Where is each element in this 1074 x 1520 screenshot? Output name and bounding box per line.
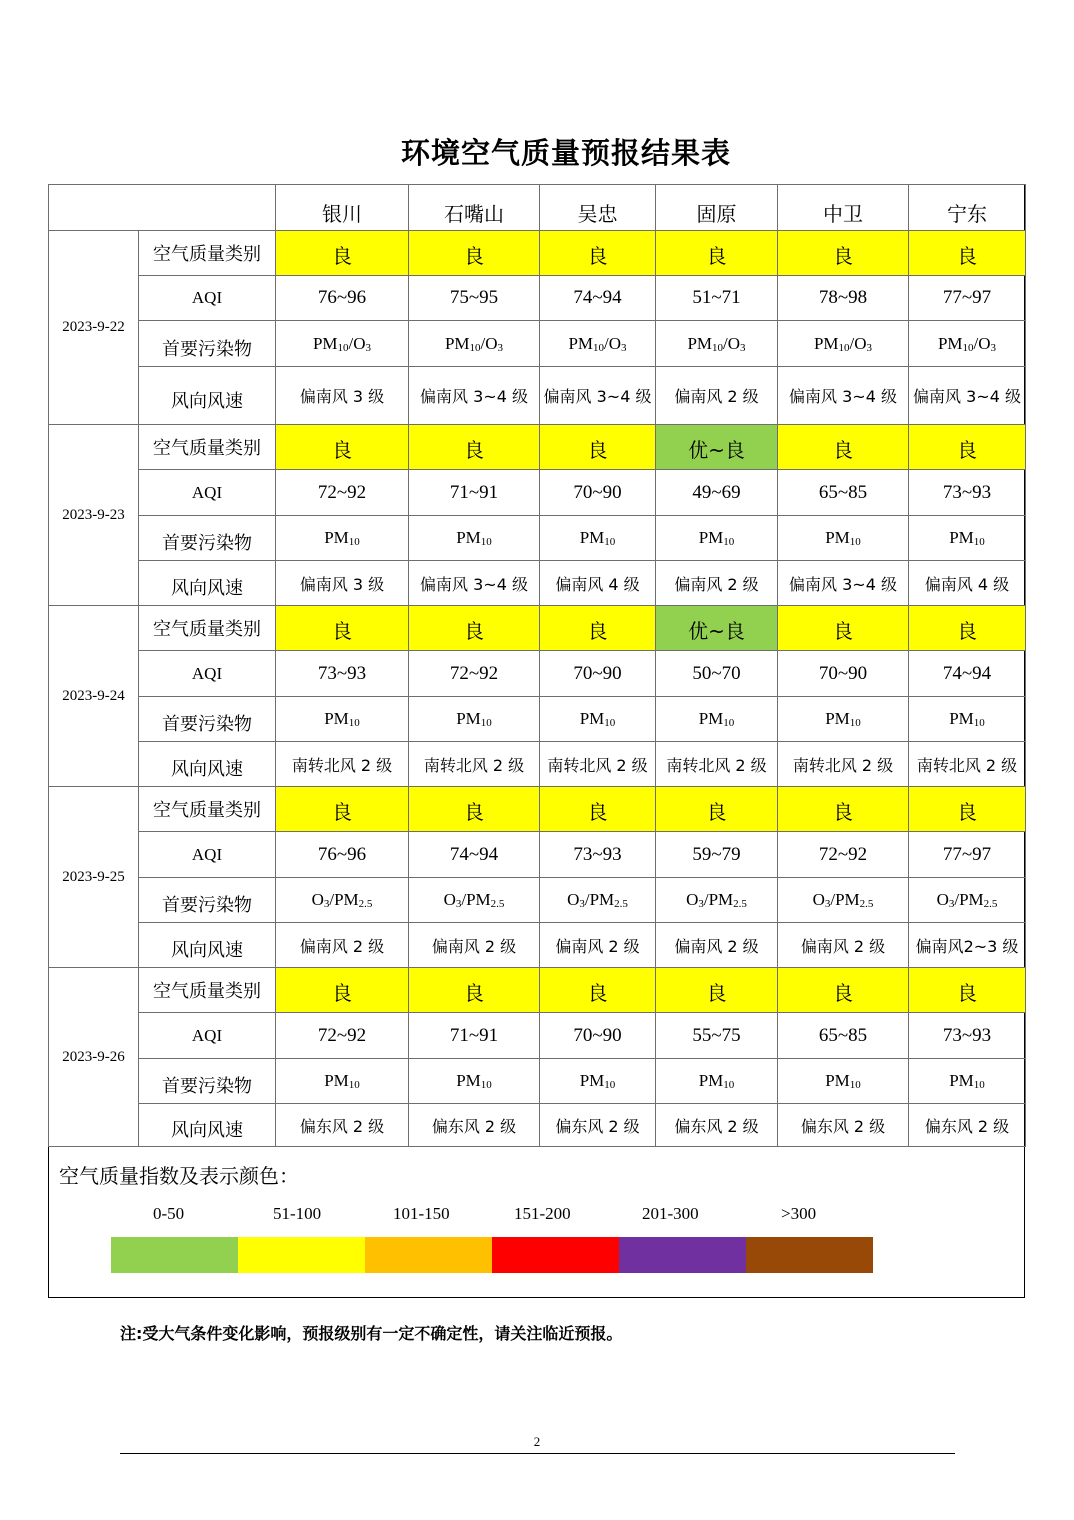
- grade-cell: 良: [909, 425, 1026, 470]
- grade-cell: 优~良: [656, 425, 778, 470]
- aqi-cell: 72~92: [276, 470, 409, 516]
- row-label-wind: 风向风速: [139, 923, 276, 968]
- pollutant-cell: $PM_{10}$: [909, 516, 1026, 561]
- row-label-aqi: AQI: [139, 651, 276, 697]
- wind-cell: 偏东风 2 级: [409, 1104, 540, 1147]
- aqi-cell: 65~85: [778, 470, 909, 516]
- pollutant-cell: $PM_{10}$: [409, 516, 540, 561]
- grade-cell: 良: [909, 231, 1026, 276]
- table-row: [49, 878, 1026, 923]
- table-row: [49, 367, 1026, 425]
- aqi-cell: 74~94: [540, 276, 656, 321]
- wind-cell: 偏南风 2 级: [656, 367, 778, 425]
- aqi-cell: 73~93: [276, 651, 409, 697]
- wind-cell: 南转北风 2 级: [276, 742, 409, 787]
- row-label-grade: 空气质量类别: [139, 231, 276, 276]
- pollutant-cell: $PM_{10}$: [540, 516, 656, 561]
- grade-cell: 良: [656, 968, 778, 1013]
- wind-cell: 偏南风 3~4 级: [909, 367, 1026, 425]
- table-row: [49, 470, 1026, 516]
- grade-cell: 良: [778, 231, 909, 276]
- row-label-wind: 风向风速: [139, 742, 276, 787]
- wind-cell: 偏南风 2 级: [656, 923, 778, 968]
- date-cell: 2023-9-23: [49, 425, 139, 606]
- aqi-cell: 76~96: [276, 832, 409, 878]
- aqi-cell: 65~85: [778, 1013, 909, 1059]
- wind-cell: 南转北风 2 级: [778, 742, 909, 787]
- aqi-cell: 70~90: [540, 1013, 656, 1059]
- grade-cell: 良: [909, 787, 1026, 832]
- wind-cell: 偏南风 3~4 级: [409, 561, 540, 606]
- corner-cell: [49, 185, 276, 231]
- row-label-grade: 空气质量类别: [139, 787, 276, 832]
- footer-divider: [120, 1453, 955, 1454]
- wind-cell: 偏南风 3~4 级: [778, 561, 909, 606]
- aqi-cell: 49~69: [656, 470, 778, 516]
- pollutant-cell: $O_3/PM_{2.5}$: [540, 878, 656, 923]
- legend-swatch: [492, 1237, 619, 1273]
- row-label-grade: 空气质量类别: [139, 606, 276, 651]
- aqi-cell: 70~90: [540, 470, 656, 516]
- pollutant-cell: $PM_{10}$: [778, 1059, 909, 1104]
- aqi-cell: 75~95: [409, 276, 540, 321]
- pollutant-cell: $PM_{10}/O_3$: [656, 321, 778, 367]
- pollutant-cell: $PM_{10}$: [540, 697, 656, 742]
- grade-cell: 良: [409, 606, 540, 651]
- aqi-cell: 73~93: [540, 832, 656, 878]
- grade-cell: 良: [276, 231, 409, 276]
- row-label-pollutant: 首要污染物: [139, 878, 276, 923]
- aqi-cell: 71~91: [409, 470, 540, 516]
- grade-cell: 良: [909, 968, 1026, 1013]
- header-row: [49, 185, 1026, 231]
- wind-cell: 偏南风 3 级: [276, 367, 409, 425]
- grade-cell: 良: [540, 231, 656, 276]
- grade-cell: 良: [778, 606, 909, 651]
- table-row: [49, 1104, 1026, 1147]
- wind-cell: 偏东风 2 级: [778, 1104, 909, 1147]
- legend-range-label: 101-150: [393, 1204, 450, 1223]
- wind-cell: 偏南风 4 级: [540, 561, 656, 606]
- grade-cell: 良: [540, 606, 656, 651]
- date-cell: 2023-9-22: [49, 231, 139, 425]
- aqi-cell: 70~90: [778, 651, 909, 697]
- row-label-grade: 空气质量类别: [139, 968, 276, 1013]
- pollutant-cell: $PM_{10}$: [409, 1059, 540, 1104]
- wind-cell: 偏南风 3~4 级: [409, 367, 540, 425]
- aqi-cell: 72~92: [778, 832, 909, 878]
- table-row: [49, 968, 1026, 1013]
- pollutant-cell: $O_3/PM_{2.5}$: [909, 878, 1026, 923]
- table-row: [49, 742, 1026, 787]
- table-row: [49, 697, 1026, 742]
- legend-swatch: [619, 1237, 746, 1273]
- wind-cell: 偏南风 3 级: [276, 561, 409, 606]
- row-label-pollutant: 首要污染物: [139, 321, 276, 367]
- row-label-grade: 空气质量类别: [139, 425, 276, 470]
- legend-title: 空气质量指数及表示颜色：: [59, 1164, 299, 1188]
- aqi-cell: 72~92: [409, 651, 540, 697]
- table-row: [49, 561, 1026, 606]
- legend-range-label: 201-300: [642, 1204, 699, 1223]
- wind-cell: 偏南风 2 级: [276, 923, 409, 968]
- grade-cell: 良: [409, 787, 540, 832]
- pollutant-cell: $PM_{10}$: [540, 1059, 656, 1104]
- grade-cell: 良: [656, 787, 778, 832]
- table-row: [49, 787, 1026, 832]
- pollutant-cell: $PM_{10}/O_3$: [409, 321, 540, 367]
- grade-cell: 良: [540, 787, 656, 832]
- pollutant-cell: $O_3/PM_{2.5}$: [656, 878, 778, 923]
- grade-cell: 良: [909, 606, 1026, 651]
- pollutant-cell: $O_3/PM_{2.5}$: [409, 878, 540, 923]
- aqi-cell: 70~90: [540, 651, 656, 697]
- wind-cell: 偏东风 2 级: [909, 1104, 1026, 1147]
- table-row: [49, 321, 1026, 367]
- legend-swatch: [238, 1237, 365, 1273]
- city-header: 宁东: [909, 185, 1026, 231]
- wind-cell: 偏南风 4 级: [909, 561, 1026, 606]
- grade-cell: 良: [276, 606, 409, 651]
- table-row: [49, 425, 1026, 470]
- pollutant-cell: $PM_{10}/O_3$: [276, 321, 409, 367]
- city-header: 中卫: [778, 185, 909, 231]
- legend-range-label: >300: [781, 1204, 817, 1223]
- date-cell: 2023-9-26: [49, 968, 139, 1147]
- aqi-cell: 59~79: [656, 832, 778, 878]
- grade-cell: 良: [276, 787, 409, 832]
- disclaimer-note: 注:受大气条件变化影响，预报级别有一定不确定性，请关注临近预报。: [120, 1324, 623, 1343]
- forecast-table: [48, 184, 1026, 1147]
- grade-cell: 良: [276, 425, 409, 470]
- row-label-pollutant: 首要污染物: [139, 516, 276, 561]
- grade-cell: 良: [778, 787, 909, 832]
- table-row: [49, 1059, 1026, 1104]
- grade-cell: 良: [778, 968, 909, 1013]
- table-row: [49, 606, 1026, 651]
- row-label-pollutant: 首要污染物: [139, 1059, 276, 1104]
- aqi-cell: 72~92: [276, 1013, 409, 1059]
- grade-cell: 良: [540, 425, 656, 470]
- wind-cell: 偏东风 2 级: [276, 1104, 409, 1147]
- page-title: 环境空气质量预报结果表: [400, 136, 731, 170]
- table-row: [49, 651, 1026, 697]
- date-cell: 2023-9-25: [49, 787, 139, 968]
- pollutant-cell: $O_3/PM_{2.5}$: [276, 878, 409, 923]
- table-row: [49, 923, 1026, 968]
- wind-cell: 南转北风 2 级: [909, 742, 1026, 787]
- row-label-aqi: AQI: [139, 832, 276, 878]
- legend-range-label: 51-100: [273, 1204, 322, 1223]
- wind-cell: 偏南风 2 级: [778, 923, 909, 968]
- grade-cell: 良: [778, 425, 909, 470]
- wind-cell: 偏东风 2 级: [656, 1104, 778, 1147]
- wind-cell: 偏南风 2 级: [409, 923, 540, 968]
- pollutant-cell: $PM_{10}/O_3$: [540, 321, 656, 367]
- pollutant-cell: $O_3/PM_{2.5}$: [778, 878, 909, 923]
- wind-cell: 偏南风 2 级: [540, 923, 656, 968]
- row-label-aqi: AQI: [139, 470, 276, 516]
- legend-range-label: 0-50: [153, 1204, 185, 1223]
- pollutant-cell: $PM_{10}$: [656, 697, 778, 742]
- pollutant-cell: $PM_{10}$: [778, 516, 909, 561]
- row-label-wind: 风向风速: [139, 367, 276, 425]
- pollutant-cell: $PM_{10}$: [409, 697, 540, 742]
- grade-cell: 良: [276, 968, 409, 1013]
- table-row: [49, 516, 1026, 561]
- aqi-cell: 78~98: [778, 276, 909, 321]
- pollutant-cell: $PM_{10}/O_3$: [909, 321, 1026, 367]
- city-header: 吴忠: [540, 185, 656, 231]
- aqi-cell: 73~93: [909, 470, 1026, 516]
- row-label-pollutant: 首要污染物: [139, 697, 276, 742]
- wind-cell: 偏东风 2 级: [540, 1104, 656, 1147]
- aqi-cell: 73~93: [909, 1013, 1026, 1059]
- pollutant-cell: $PM_{10}$: [909, 1059, 1026, 1104]
- grade-cell: 优~良: [656, 606, 778, 651]
- legend-swatch: [365, 1237, 492, 1273]
- aqi-cell: 51~71: [656, 276, 778, 321]
- grade-cell: 良: [409, 968, 540, 1013]
- pollutant-cell: $PM_{10}$: [656, 516, 778, 561]
- legend-swatch: [746, 1237, 873, 1273]
- wind-cell: 南转北风 2 级: [656, 742, 778, 787]
- aqi-cell: 76~96: [276, 276, 409, 321]
- page-number: 2: [533, 1434, 541, 1449]
- wind-cell: 偏南风 2 级: [656, 561, 778, 606]
- wind-cell: 南转北风 2 级: [540, 742, 656, 787]
- aqi-cell: 50~70: [656, 651, 778, 697]
- aqi-cell: 55~75: [656, 1013, 778, 1059]
- row-label-aqi: AQI: [139, 276, 276, 321]
- city-header: 银川: [276, 185, 409, 231]
- row-label-wind: 风向风速: [139, 1104, 276, 1147]
- legend-swatch: [111, 1237, 238, 1273]
- table-row: [49, 1013, 1026, 1059]
- city-header: 石嘴山: [409, 185, 540, 231]
- pollutant-cell: $PM_{10}$: [656, 1059, 778, 1104]
- grade-cell: 良: [409, 231, 540, 276]
- grade-cell: 良: [409, 425, 540, 470]
- date-cell: 2023-9-24: [49, 606, 139, 787]
- grade-cell: 良: [540, 968, 656, 1013]
- table-row: [49, 832, 1026, 878]
- pollutant-cell: $PM_{10}$: [276, 697, 409, 742]
- pollutant-cell: $PM_{10}$: [778, 697, 909, 742]
- aqi-cell: 74~94: [909, 651, 1026, 697]
- pollutant-cell: $PM_{10}$: [276, 1059, 409, 1104]
- city-header: 固原: [656, 185, 778, 231]
- aqi-cell: 77~97: [909, 276, 1026, 321]
- table-row: [49, 231, 1026, 276]
- pollutant-cell: $PM_{10}/O_3$: [778, 321, 909, 367]
- aqi-cell: 74~94: [409, 832, 540, 878]
- wind-cell: 偏南风 3~4 级: [540, 367, 656, 425]
- wind-cell: 偏南风2~3 级: [909, 923, 1026, 968]
- grade-cell: 良: [656, 231, 778, 276]
- row-label-wind: 风向风速: [139, 561, 276, 606]
- pollutant-cell: $PM_{10}$: [276, 516, 409, 561]
- wind-cell: 偏南风 3~4 级: [778, 367, 909, 425]
- wind-cell: 南转北风 2 级: [409, 742, 540, 787]
- row-label-aqi: AQI: [139, 1013, 276, 1059]
- aqi-cell: 71~91: [409, 1013, 540, 1059]
- table-row: [49, 276, 1026, 321]
- legend-range-label: 151-200: [514, 1204, 571, 1223]
- aqi-cell: 77~97: [909, 832, 1026, 878]
- pollutant-cell: $PM_{10}$: [909, 697, 1026, 742]
